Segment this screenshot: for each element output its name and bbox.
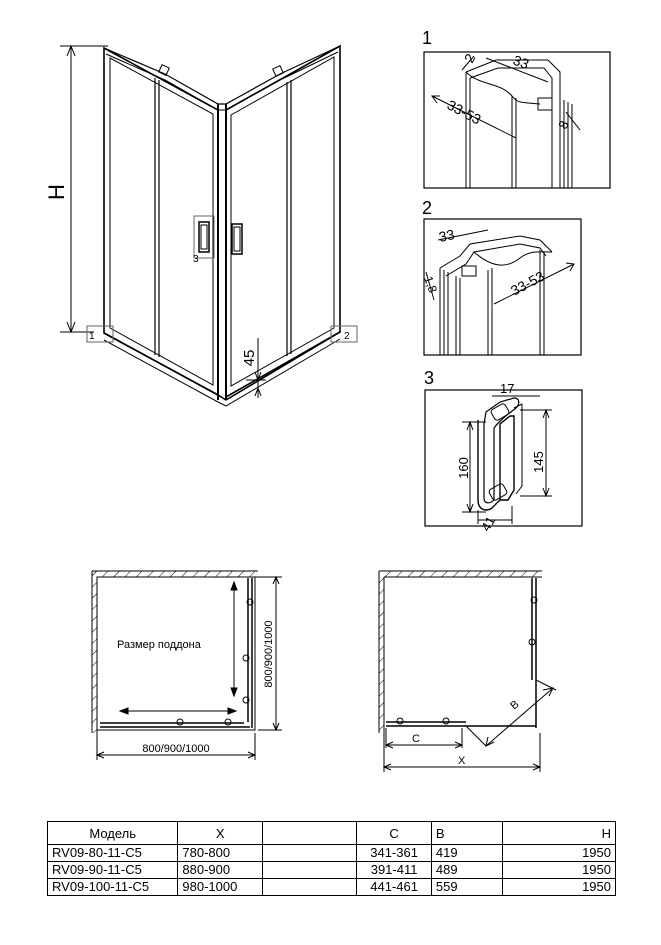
cell-blank — [262, 879, 356, 896]
detail-1-dim-8: 8 — [555, 118, 572, 132]
detail-2-title: 2 — [422, 198, 433, 218]
plan-left — [92, 571, 282, 760]
cell-blank — [262, 845, 356, 862]
detail-1-title: 1 — [422, 28, 433, 48]
cell-model: RV09-100-11-C5 — [48, 879, 178, 896]
header-x: X — [178, 822, 263, 845]
header-c: C — [357, 822, 432, 845]
header-blank — [262, 822, 356, 845]
cell-b: 559 — [431, 879, 502, 896]
header-b: B — [431, 822, 502, 845]
detail-1-dim-2: 2 — [460, 50, 479, 66]
detail-2-dim-33-53: 33-53 — [507, 267, 548, 299]
cell-blank — [262, 862, 356, 879]
cell-b: 489 — [431, 862, 502, 879]
detail-2 — [421, 198, 581, 355]
cell-c: 341-361 — [357, 845, 432, 862]
cell-x: 780-800 — [178, 845, 263, 862]
detail-1-dim-33: 33 — [510, 51, 532, 73]
detail-1 — [422, 28, 610, 188]
main-view — [44, 46, 357, 406]
dim-x-label: X — [458, 755, 466, 767]
dim-b-label: B — [508, 698, 522, 713]
header-h: H — [502, 822, 615, 845]
detail-2-dim-1-8: 1,8 — [421, 274, 441, 295]
detail-3-dim-41: 41 — [477, 513, 499, 534]
table-header-row — [48, 822, 616, 845]
detail-3-title: 3 — [424, 368, 435, 388]
cell-c: 391-411 — [357, 862, 432, 879]
dim-c-label: C — [412, 733, 420, 745]
cell-x: 880-900 — [178, 862, 263, 879]
height-label: H — [44, 184, 69, 200]
callout-2-label: 2 — [344, 331, 350, 342]
table-row — [48, 879, 616, 896]
tray-depth-label: 800/900/1000 — [263, 620, 275, 688]
cell-h: 1950 — [502, 879, 615, 896]
tray-width-label: 800/900/1000 — [142, 743, 210, 755]
cell-c: 441-461 — [357, 879, 432, 896]
header-model: Модель — [48, 822, 178, 845]
detail-1-dim-33-53: 33-53 — [444, 96, 484, 128]
cell-h: 1950 — [502, 862, 615, 879]
tray-size-label: Размер поддона — [117, 639, 201, 651]
cell-model: RV09-90-11-C5 — [48, 862, 178, 879]
table-row — [48, 845, 616, 862]
callout-1-label: 1 — [89, 331, 95, 342]
detail-3-dim-145: 145 — [531, 451, 546, 473]
callout-3-label: 3 — [193, 254, 199, 265]
cell-x: 980-1000 — [178, 879, 263, 896]
detail-3 — [424, 368, 582, 534]
base-offset-label: 45 — [241, 349, 258, 367]
detail-3-dim-160: 160 — [456, 457, 471, 479]
table-row — [48, 862, 616, 879]
plan-right — [379, 571, 556, 772]
cell-b: 419 — [431, 845, 502, 862]
detail-2-dim-33: 33 — [437, 226, 456, 245]
right-glass-panel — [226, 46, 340, 397]
detail-3-dim-17: 17 — [500, 381, 515, 396]
cell-h: 1950 — [502, 845, 615, 862]
cell-model: RV09-80-11-C5 — [48, 845, 178, 862]
spec-table — [47, 821, 616, 896]
